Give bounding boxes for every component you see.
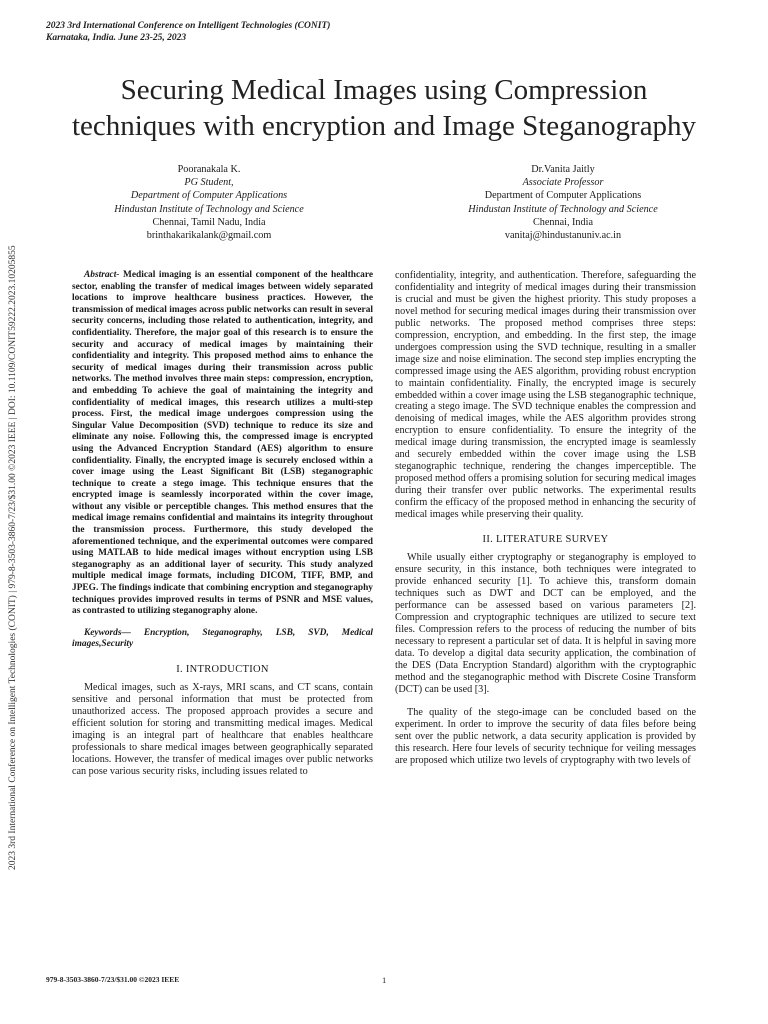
author-institute: Hindustan Institute of Technology and Science	[468, 203, 658, 215]
author-role: Associate Professor	[522, 177, 604, 189]
author-institute: Hindustan Institute of Technology and Science	[114, 203, 304, 215]
keywords: Keywords— Encryption, Steganography, LSB, SVD, Medical images,Security	[72, 627, 373, 650]
author-location: Chennai, Tamil Nadu, India	[152, 216, 266, 228]
conference-header	[46, 20, 330, 44]
section-heading-introduction: I. INTRODUCTION	[176, 664, 269, 675]
abstract-label: Abstract-	[84, 270, 120, 280]
doi-sidebar: 2023 3rd International Conference on Intelligent Technologies (CONIT) | 979-8-3503-3860-7/23/$31.00 ©2023 IEEE | DOI: 10.1109/CONIT59222.2023.10205855	[8, 245, 18, 870]
author-name: Dr.Vanita Jaitly	[531, 164, 595, 175]
title-line-2: techniques with encryption and Image Steganography	[71, 110, 697, 142]
author-department: Department of Computer Applications	[130, 190, 288, 202]
literature-paragraph-2: The quality of the stego-image can be concluded based on the experiment. In order to improve the security of data files before being sent over the public network, a data security application is provided by this research. Here four levels of security technique for veiling messages are proposed which utilize two levels of cryptography with two levels of	[395, 707, 696, 767]
author-email: vanitaj@hindustanuniv.ac.in	[504, 230, 622, 242]
author-department: Department of Computer Applications	[484, 190, 642, 202]
conference-name: 2023 3rd International Conference on Intelligent Technologies (CONIT)	[46, 21, 331, 31]
author-name: Pooranakala K.	[177, 164, 241, 175]
title-line-1: Securing Medical Images using Compression	[120, 74, 648, 106]
section-heading-literature-survey: II. LITERATURE SURVEY	[482, 534, 609, 546]
author-location: Chennai, India	[533, 216, 593, 228]
paper-title	[40, 72, 728, 144]
author-block-1	[49, 163, 369, 242]
page-number: 1	[382, 975, 387, 985]
author-role: PG Student,	[184, 177, 234, 189]
author-email: brinthakarikalank@gmail.com	[146, 230, 272, 242]
intro-paragraph: Medical images, such as X-rays, MRI scans, and CT scans, contain sensitive and personal information that must be protected from unauthorized access. The proposed approach provides a secure and efficient solution for storing and transmitting medical images. Medical imaging is an integral part of healthcare that enables healthcare professionals to share medical images between geographically separated locations. However, the transfer of medical images over public networks can pose various security risks, including issues related to	[72, 682, 373, 777]
abstract-text: Medical imaging is an essential component of the healthcare sector, enabling the transfer of medical images between widely separated locations to improve healthcare business practices. However, the transmission of medical images across public networks can result in several security concerns, including those related to authentication, integrity, and confidentiality. Therefore, the major goal of this research is to ensure the security and accuracy of medical images by maintaining their confidentiality and integrity. This proposed method aims to enhance the security of medical images during their transmission across public networks. The method involves three main steps: compression, encryption, and embedding To achieve the goal of maintaining the integrity and confidentiality of medical images, this research utilizes a multi-step process. First, the medical image undergoes compression using the Singular Value Decomposition (SVD) technique to reduce its size and eliminate any noise. Following this, the compressed image is encrypted using the Advanced Encryption Standard (AES) algorithm to ensure confidentiality. Finally, the encrypted image is securely enclosed within a cover image using the Least Significant Bit (LSB) steganographic technique to create a stego image. This technique ensures that the encrypted image is seamlessly incorporated within the cover image, without any visible or perceptible changes. This method ensures that the medical image remains confidential and maintains its integrity throughout the transmission process. Furthermore, this study developed the aforementioned technique, and the experimental outcomes were compared using MATLAB to hide medical images without encryption using LSB steganography as an additional layer of security. This study analyzed multiple medical image formats, including DICOM, TIFF, BMP, and JPEG. The findings indicate that combining encryption and steganography techniques provides improved results in terms of PSNR and MSE values, as contrasted to utilizing steganography alone.	[72, 270, 373, 617]
conference-location: Karnataka, India. June 23-25, 2023	[46, 33, 187, 43]
left-column	[72, 270, 373, 778]
author-block-2	[403, 163, 723, 242]
intro-paragraph-continued: confidentiality, integrity, and authentication. Therefore, safeguarding the confidentiality and integrity of medical images during their transmission is crucial and must be given the highest priority. This study proposes a novel method for securing medical images during their transmission over public networks. The proposed method comprises three steps: compression, encryption, and embedding. In the first step, the image undergoes compression using the SVD technique, resulting in a smaller image size and noise elimination. The second step implies encrypting the compressed image using the AES algorithm, providing robust encryption to maintain confidentiality. Finally, the encrypted image is securely embedded within a cover image using the LSB steganographic technique, creating a stego image. The SVD technique enables the compression and denoising of medical images, while the AES algorithm provides strong encryption to ensure confidentiality. To ensure the integrity of the medical image during transmission, the encrypted image is seamlessly and securely embedded within the cover image using the LSB steganographic technique, rendering the changes imperceptible. The proposed method offers a promising solution for securing medical images during their transfer over public networks. The experimental results confirm the efficacy of the proposed method in enhancing the security of medical images while preserving their quality.	[395, 270, 696, 521]
literature-paragraph-1: While usually either cryptography or steganography is employed to ensure security, in this instance, both techniques were integrated to provide enhanced security [1]. To achieve this, transform domain techniques such as DWT and DCT can be employed, and the performance can be assessed based on various parameters [2]. Compression and cryptographic techniques are utilized to secure text files. Compression refers to the process of reducing the number of bits necessary to represent a particular set of data. It is helpful in saving more data. To develop a digital data security application, the combination of the DES (Data Encryption Standard) algorithm with the cryptographic method and the steganographic method with Discrete Cosine Transform (DCT) can be used [3].	[395, 552, 696, 695]
copyright-footer: 979-8-3503-3860-7/23/$31.00 ©2023 IEEE	[46, 975, 180, 984]
right-column	[395, 270, 696, 767]
abstract	[72, 270, 373, 618]
